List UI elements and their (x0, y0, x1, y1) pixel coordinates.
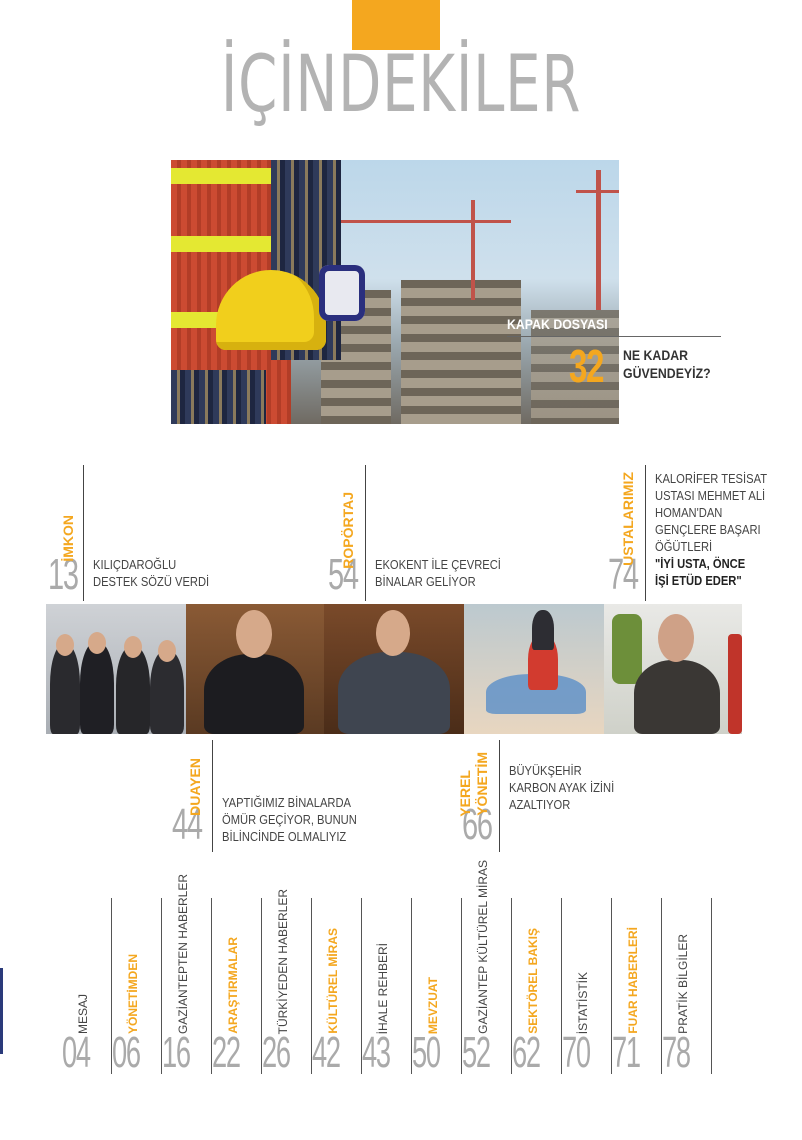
blurb-line: KILIÇDAROĞLU (93, 557, 177, 572)
index-page-number: 70 (562, 1028, 590, 1077)
cover-headline-line: NE KADAR (623, 347, 689, 363)
blurb-line: ÖĞÜTLERİ (655, 539, 713, 554)
index-label: FUAR HABERLERİ (626, 927, 640, 1034)
index-page-number: 78 (662, 1028, 690, 1077)
index-item-yonetimden[interactable] (112, 898, 162, 1077)
feature-section-label: YEREL (457, 770, 473, 817)
feature-section-label: YÖNETİM (474, 752, 490, 816)
blurb-line: BİLİNCİNDE OLMALIYIZ (222, 829, 347, 844)
index-item-gaziantep-kulturel-miras[interactable] (462, 860, 512, 1077)
index-item-kulturel-miras[interactable] (312, 898, 362, 1077)
index-item-fuar-haberleri[interactable] (612, 898, 662, 1077)
person-figure (50, 644, 80, 734)
person-head (658, 614, 694, 662)
index-page-number: 04 (62, 1028, 90, 1077)
divider (212, 740, 213, 852)
index-label: YÖNETİMDEN (126, 953, 140, 1034)
person-head (158, 640, 176, 662)
index-item-gaziantepten-haberler[interactable] (162, 873, 212, 1077)
index-label: TÜRKİYEDEN HABERLER (276, 888, 290, 1034)
blurb-line: "İYİ USTA, ÖNCE (655, 556, 746, 571)
person-head (376, 610, 410, 656)
index-page-number: 50 (412, 1028, 440, 1077)
divider (499, 740, 500, 852)
crane-mast (471, 200, 475, 300)
index-divider (711, 898, 712, 1074)
index-item-turkiyeden-haberler[interactable] (262, 888, 312, 1077)
index-page-number: 26 (262, 1028, 290, 1077)
blurb-line: USTASI MEHMET ALİ (655, 488, 766, 503)
cover-section-label: KAPAK DOSYASI (507, 316, 608, 332)
blurb-line: ÖMÜR GEÇİYOR, BUNUN (222, 812, 357, 827)
feature-blurb (509, 762, 614, 813)
blurb-line: YAPTIĞIMIZ BİNALARDA (222, 795, 352, 810)
index-label: KÜLTÜREL MİRAS (326, 928, 340, 1034)
index-label: SEKTÖREL BAKIŞ (526, 928, 540, 1034)
index-item-istatistik[interactable] (562, 898, 612, 1077)
person-figure (634, 660, 720, 734)
feature-section-label: İMKON (60, 515, 76, 562)
index-label: PRATİK BİLGİLER (676, 934, 690, 1034)
feature-section-label: USTALARIMIZ (620, 472, 636, 566)
divider (83, 465, 84, 601)
feature-page-number: 74 (608, 550, 638, 599)
index-label: ARAŞTIRMALAR (226, 937, 240, 1034)
blurb-line: BİNALAR GELİYOR (375, 574, 476, 589)
crane-jib (576, 190, 619, 193)
index-page-number: 62 (512, 1028, 540, 1077)
plant-shape (612, 614, 642, 684)
cover-section-label-wrap (507, 316, 721, 337)
plaid-shirt (171, 370, 266, 424)
index-item-sektorel-bakis[interactable] (512, 898, 562, 1077)
photo-group-visit[interactable] (46, 604, 186, 734)
person-figure (204, 654, 304, 734)
index-page-number: 16 (162, 1028, 190, 1077)
photo-yerel-yonetim[interactable] (464, 604, 604, 734)
glove-icon (319, 265, 365, 321)
index-page-number: 22 (212, 1028, 240, 1077)
index-item-mevzuat[interactable] (412, 898, 462, 1077)
blurb-line: HOMAN'DAN (655, 505, 723, 520)
feature-page-number: 44 (172, 800, 202, 849)
index-page-number: 43 (362, 1028, 390, 1077)
blurb-line: DESTEK SÖZÜ VERDİ (93, 574, 210, 589)
person-head (56, 634, 74, 656)
person-figure (116, 646, 150, 734)
index-label: GAZİANTEP KÜLTÜREL MİRAS (476, 860, 490, 1034)
person-head (88, 632, 106, 654)
photo-ustalarimiz[interactable] (604, 604, 742, 734)
edge-mark (0, 968, 3, 1054)
feature-section-label: DUAYEN (187, 758, 203, 816)
feature-page-number: 13 (48, 550, 78, 599)
cover-headline-line: GÜVENDEYİZ? (623, 365, 711, 381)
blurb-line: GENÇLERE BAŞARI (655, 522, 761, 537)
person-head (124, 636, 142, 658)
person-figure (532, 610, 554, 650)
person-figure (150, 650, 184, 734)
divider (365, 465, 366, 601)
index-item-pratik-bilgiler[interactable] (662, 898, 712, 1077)
blurb-line: BÜYÜKŞEHİR (509, 763, 582, 778)
index-item-arastirmalar[interactable] (212, 898, 262, 1077)
feature-blurb (655, 470, 767, 589)
chair-shape (728, 634, 742, 734)
photo-strip (46, 604, 742, 734)
index-label: GAZİANTEPTEN HABERLER (176, 873, 190, 1034)
blurb-line: EKOKENT İLE ÇEVRECİ (375, 557, 501, 572)
photo-duayen[interactable] (186, 604, 324, 734)
divider (645, 465, 646, 601)
person-figure (80, 642, 114, 734)
index-label: MEVZUAT (426, 976, 440, 1034)
cover-photo[interactable] (171, 160, 619, 424)
feature-section-label: ROPÖRTAJ (340, 492, 356, 569)
cover-headline[interactable] (623, 346, 711, 382)
feature-page-number: 54 (328, 550, 358, 599)
index-page-number: 42 (312, 1028, 340, 1077)
index-label: İHALE REHBERİ (376, 942, 390, 1034)
index-label: İSTATİSTİK (576, 971, 590, 1034)
index-label: MESAJ (76, 993, 90, 1034)
index-page-number: 71 (612, 1028, 640, 1077)
person-head (236, 610, 272, 658)
photo-roportaj[interactable] (324, 604, 464, 734)
blurb-line: İŞİ ETÜD EDER" (655, 573, 742, 588)
cover-page-number[interactable]: 32 (569, 340, 603, 392)
building-shape (401, 280, 521, 424)
index-page-number: 52 (462, 1028, 490, 1077)
blurb-line: KARBON AYAK İZİNİ (509, 780, 615, 795)
person-figure (338, 652, 450, 734)
feature-page-number: 66 (462, 800, 492, 849)
page-title: İÇİNDEKİLER (220, 40, 582, 130)
index-page-number: 06 (112, 1028, 140, 1077)
index-item-mesaj[interactable] (62, 898, 112, 1077)
feature-blurb (93, 556, 209, 590)
feature-blurb (222, 794, 357, 845)
blurb-line: KALORİFER TESİSAT (655, 471, 768, 486)
blurb-line: AZALTIYOR (509, 797, 571, 812)
index-item-ihale-rehberi[interactable] (362, 898, 412, 1077)
crane-jib (331, 220, 511, 223)
feature-blurb (375, 556, 501, 590)
